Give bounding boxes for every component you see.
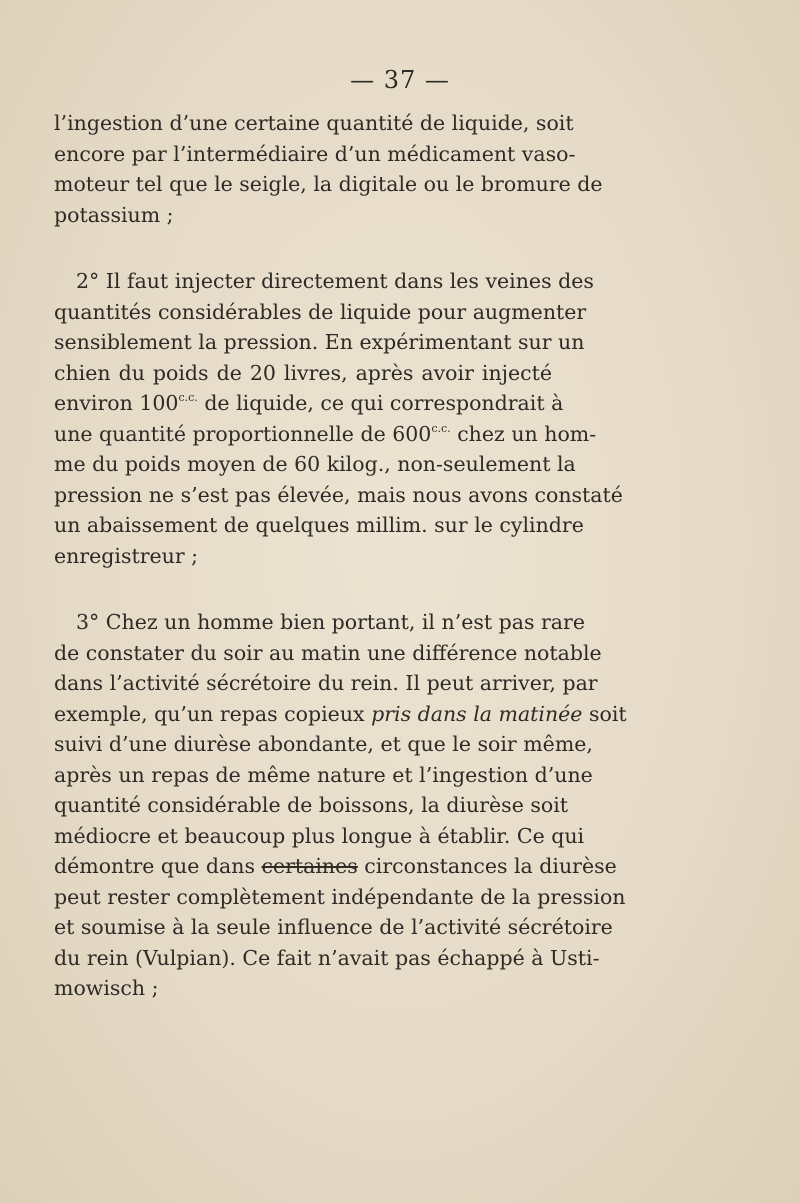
text-line: quantité considérable de boissons, la diurèse soit [54,793,569,817]
text-line: 3° Chez un homme bien portant, il n’est pas rare [76,610,585,634]
page-number: — 37 — [350,66,450,94]
text-line: mowisch ; [54,976,159,1000]
text-line: suivi d’une diurèse abondante, et que le soir même, [54,732,593,756]
text-fragment: de liquide, ce qui correspondrait à [197,391,564,415]
text-line: 2° Il faut injecter directement dans les veines des [76,269,594,293]
text-line: peut rester complètement indépendante de la pression [54,884,626,909]
text-line: sensiblement la pression. En expérimentant sur un [54,330,585,354]
text-fragment: démontre que dans [54,854,262,878]
text-line: du rein (Vulpian). Ce fait n’avait pas échappé à Usti- [54,945,600,970]
text-line: de constater du soir au matin une différence notable [54,640,602,665]
unit-superscript: c.c. [178,391,198,404]
text-fragment: exemple, qu’un repas copieux [54,701,372,726]
text-fragment: chez un hom- [450,421,597,446]
text-line: un abaissement de quelques millim. sur le cylindre [54,513,584,537]
text-line: moteur tel que le seigle, la digitale ou le bromure de [54,172,603,196]
text-fragment: circonstances la diurèse [357,854,617,878]
text-line: et soumise à la seule influence de l’activité sécrétoire [54,915,613,939]
text-line [54,419,597,450]
text-line: quantités considérables de liquide pour augmenter [54,299,587,324]
text-line: me du poids moyen de 60 kilog., non-seulement la [54,452,576,476]
text-line: dans l’activité sécrétoire du rein. Il peut arriver, par [54,671,598,695]
unit-superscript: c.c. [431,421,451,435]
text-line [54,851,617,882]
text-line: encore par l’intermédiaire d’un médicament vaso- [54,141,576,166]
text-line: chien du poids de 20 livres, après avoir injecté [54,360,552,385]
text-fragment: environ 100 [54,391,179,415]
text-line: médiocre et beaucoup plus longue à établir. Ce qui [54,823,585,848]
struck-word: certaines [261,854,358,878]
text-line [54,388,564,419]
text-line: potassium ; [54,202,174,227]
text-fragment: une quantité proportionnelle de 600 [54,421,432,446]
italic-phrase: pris dans la matinée [371,701,583,726]
text-line [54,699,627,730]
text-line: pression ne s’est pas élevée, mais nous avons constaté [54,482,623,507]
text-fragment: soit [582,701,627,726]
body-text [54,108,627,1004]
text-line: l’ingestion d’une certaine quantité de liquide, soit [54,111,574,135]
text-line: après un repas de même nature et l’ingestion d’une [54,762,593,787]
text-line: enregistreur ; [54,543,199,568]
